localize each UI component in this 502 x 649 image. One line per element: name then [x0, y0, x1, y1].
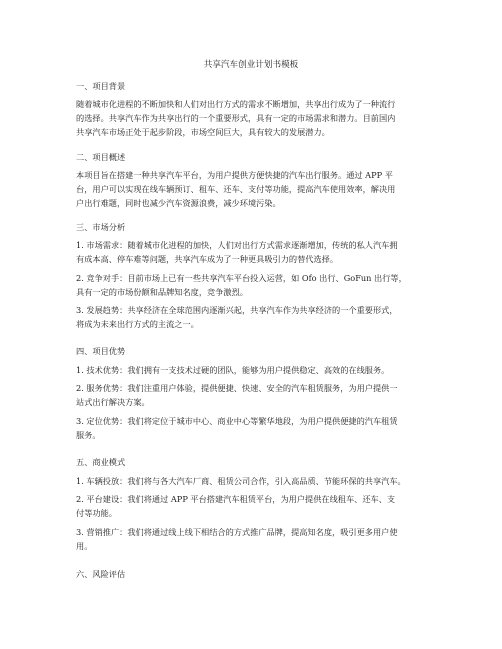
paragraph-line: 2. 平台建设：我们将通过 APP 平台搭建汽车租赁平台，为用户提供在线租车、还车、支 — [76, 494, 396, 504]
section-paragraph — [76, 474, 428, 488]
section-heading: 六、风险评估 — [76, 569, 126, 579]
section-paragraph — [76, 381, 428, 409]
paragraph-line: 1. 车辆投放：我们将与各大汽车厂商、租赁公司合作，引入高品质、节能环保的共享汽车。 — [76, 476, 406, 486]
section-heading: 一、项目背景 — [76, 81, 126, 91]
section-paragraph — [76, 414, 428, 442]
paragraph-line: 站式出行解决方案。 — [76, 397, 150, 408]
section-paragraph — [76, 271, 428, 299]
section-paragraph — [76, 168, 428, 211]
section-heading: 五、商业模式 — [76, 457, 126, 467]
paragraph-line: 用。 — [76, 541, 93, 552]
section-paragraph — [76, 97, 428, 140]
paragraph-line: 将成为未来出行方式的主流之一。 — [76, 319, 199, 330]
paragraph-line: 本项目旨在搭建一种共享汽车平台，为用户提供方便快捷的汽车出行服务。通过 APP 平 — [76, 170, 393, 180]
paragraph-line: 3. 定位优势：我们将定位于城市中心、商业中心等繁华地段，为用户提供便捷的汽车租赁 — [76, 416, 398, 426]
paragraph-line: 1. 市场需求：随着城市化进程的加快，人们对出行方式需求逐渐增加，传统的私人汽车拥 — [76, 240, 398, 250]
section-paragraph — [76, 525, 428, 553]
paragraph-line: 3. 发展趋势：共享经济在全球范围内逐渐兴起，共享汽车作为共享经济的一个重要形式， — [76, 305, 398, 315]
paragraph-line: 付等功能。 — [76, 508, 117, 519]
paragraph-line: 1. 技术优势：我们拥有一支技术过硬的团队，能够为用户提供稳定、高效的在线服务。 — [76, 365, 390, 375]
paragraph-line: 3. 营销推广：我们将通过线上线下相结合的方式推广品牌，提高知名度，吸引更多用户使 — [76, 527, 398, 537]
paragraph-line: 服务。 — [76, 430, 101, 441]
section-heading: 三、市场分析 — [76, 222, 126, 232]
paragraph-line: 2. 服务优势：我们注重用户体验，提供便捷、快速、安全的汽车租赁服务，为用户提供一 — [76, 383, 398, 393]
paragraph-line: 共享汽车市场正处于起步阶段，市场空间巨大，具有较大的发展潜力。 — [76, 127, 330, 138]
section-paragraph — [76, 303, 428, 331]
section-paragraph — [76, 363, 428, 377]
section-heading: 四、项目优势 — [76, 346, 126, 356]
section-paragraph — [76, 238, 428, 266]
paragraph-line: 2. 竞争对手：目前市场上已有一些共享汽车平台投入运营，如 Ofo 出行、GoFun 出行等， — [76, 273, 407, 283]
section-paragraph — [76, 492, 428, 520]
section-heading: 二、项目概述 — [76, 152, 126, 162]
paragraph-line: 具有一定的市场份额和品牌知名度，竞争激烈。 — [76, 287, 248, 298]
document-title: 共享汽车创业计划书模板 — [203, 60, 299, 70]
paragraph-line: 的选择。共享汽车作为共享出行的一个重要形式，具有一定的市场需求和潜力。目前国内 — [76, 113, 396, 124]
paragraph-line: 有成本高、停车难等问题，共享汽车成为了一种更具吸引力的替代选择。 — [76, 254, 339, 265]
paragraph-line: 随着城市化进程的不断加快和人们对出行方式的需求不断增加，共享出行成为了一种流行 — [76, 99, 396, 109]
paragraph-line: 户出行难题，同时也减少汽车资源浪费，减少环境污染。 — [76, 198, 281, 209]
paragraph-line: 台，用户可以实现在线车辆预订、租车、还车、支付等功能，提高汽车使用效率，解决用 — [76, 184, 396, 195]
